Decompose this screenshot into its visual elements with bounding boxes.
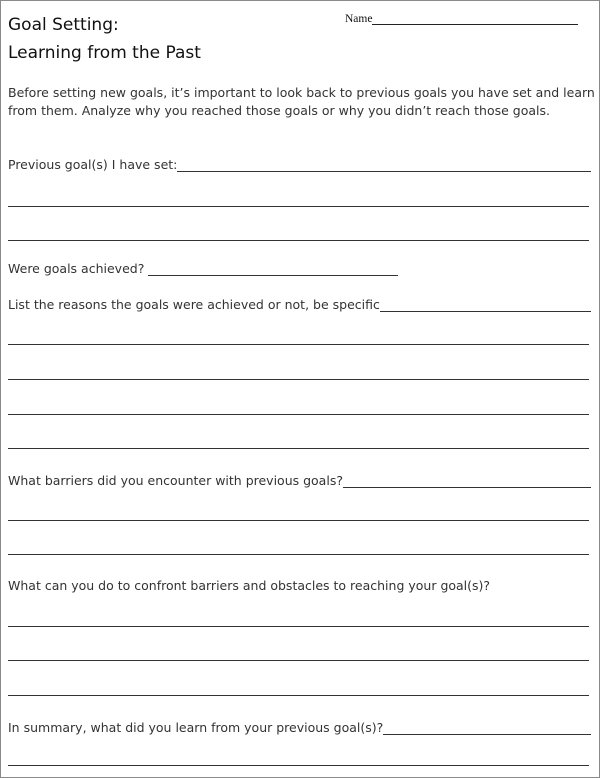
title-line-1: Goal Setting: [8, 15, 119, 35]
question-label: List the reasons the goals were achieved or not, be specific [8, 297, 380, 312]
title-line-2: Learning from the Past [8, 43, 201, 63]
answer-line[interactable] [8, 765, 589, 766]
name-input-line[interactable] [372, 12, 578, 25]
answer-line[interactable] [177, 158, 591, 172]
intro-paragraph: Before setting new goals, it’s important to look back to previous goals you have set and learn from them. Analyze why you reached those goals or why you didn’t reach those goals. [8, 85, 595, 118]
question-confront [8, 578, 490, 593]
answer-line[interactable] [8, 206, 589, 207]
question-label: Were goals achieved? [8, 261, 145, 276]
answer-line[interactable] [8, 344, 589, 345]
question-label: Previous goal(s) I have set: [8, 157, 178, 172]
name-field[interactable] [345, 12, 578, 25]
question-label: What can you do to confront barriers and obstacles to reaching your goal(s)? [8, 578, 491, 593]
question-previous-goals[interactable] [8, 157, 591, 172]
answer-line[interactable] [8, 379, 589, 380]
question-label: What barriers did you encounter with previous goals? [8, 473, 343, 488]
answer-line[interactable] [8, 554, 589, 555]
question-label: In summary, what did you learn from your previous goal(s)? [8, 720, 384, 735]
question-reasons[interactable] [8, 297, 591, 312]
answer-line[interactable] [380, 298, 591, 312]
answer-line[interactable] [8, 660, 589, 661]
answer-line[interactable] [8, 626, 589, 627]
answer-line[interactable] [343, 474, 591, 488]
answer-line[interactable] [383, 721, 591, 735]
question-achieved[interactable] [8, 261, 398, 276]
answer-line[interactable] [8, 414, 589, 415]
question-summary[interactable] [8, 720, 591, 735]
answer-line[interactable] [8, 448, 589, 449]
name-label: Name [345, 13, 373, 25]
answer-line[interactable] [8, 695, 589, 696]
answer-line[interactable] [8, 240, 589, 241]
answer-line[interactable] [148, 262, 398, 276]
answer-line[interactable] [8, 520, 589, 521]
question-barriers[interactable] [8, 473, 591, 488]
